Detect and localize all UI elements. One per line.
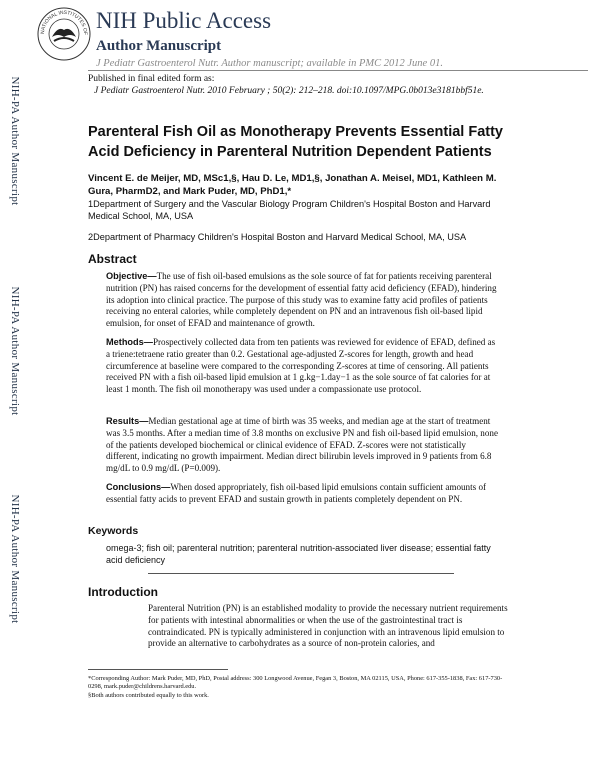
affiliation-2: 2Department of Pharmacy Children's Hospital Boston and Harvard Medical School, MA, USA [88,232,467,242]
footnote-rule [88,669,228,670]
header-rule [88,70,588,71]
author-list [88,172,518,198]
results-label: Results— [106,416,149,426]
side-label-1: NIH-PA Author Manuscript [9,76,21,206]
methods-label: Methods— [106,337,153,347]
abstract-methods [106,337,501,396]
keywords-text: omega-3; fish oil; parenteral nutrition; parenteral nutrition-associated liver disease; essential fatty acid deficiency [106,543,491,565]
footnote-equal-contribution: §Both authors contributed equally to this work. [88,692,209,699]
abstract-heading: Abstract [88,252,137,266]
header-subtitle: Author Manuscript [96,38,222,54]
keywords-heading: Keywords [88,525,139,537]
footnote-corresponding: *Corresponding Author: Mark Puder, MD, PhD, Postal address: 300 Longwood Avenue, Fegan 3, Boston, MA 02115, USA, Phone: 617-355-1838, Fax: 617-730-0298, mark.puder@childrens.harvard.edu. [88,675,503,690]
affiliation-1: 1Department of Surgery and the Vascular Biology Program Children's Hospital Boston and Harvard Medical School, MA, USA [88,199,491,221]
authors-line-1: Vincent E. de Meijer, MD, MSc1,§, Hau D. Le, MD1,§, Jonathan A. Meisel, MD1, Kathleen M. [88,173,497,184]
article-title: Parenteral Fish Oil as Monotherapy Prevents Essential Fatty Acid Deficiency in Parenteral Nutrition Dependent Patients [88,124,503,160]
results-text: Median gestational age at time of birth was 35 weeks, and median age at the start of treatment was 3.5 months. After a median time of 3.8 months on exclusive PN and fish oil-based lipid emulsion, none of the patients developed biochemical or clinical evidence of EFAD. Z-scores were not statistically different, indicating no growth impairment. Median direct bilirubin levels improved in 9 patients from 6.8 mg/dL to 0.9 mg/dL (P=0.009). [106,416,498,474]
abstract-conclusions [106,482,501,506]
journal-availability[interactable]: J Pediatr Gastroenterol Nutr. Author manuscript; available in PMC 2012 June 01. [96,58,443,69]
logo-text: NATIONAL INSTITUTES OF [39,9,89,36]
header-title: NIH Public Access [96,8,272,33]
conclusions-text: When dosed appropriately, fish oil-based lipid emulsions contain sufficient amounts of essential fatty acids to prevent EFAD and sustain growth in patients completely dependent on PN. [106,482,487,504]
abstract-objective [106,271,501,330]
authors-line-2: Gura, PharmD2, and Mark Puder, MD, PhD1,* [88,186,292,197]
introduction-text: Parenteral Nutrition (PN) is an established modality to provide the necessary nutrient requirements for patients with intestinal abnormalities or when the use of the gastrointestinal tract is contraindicated. PN is typically administered in conjunction with an intravenous lipid emulsion to provide an alternative to carbohydrates as a source of non-protein calories, and [148,603,508,649]
objective-label: Objective— [106,271,157,281]
published-label: Published in final edited form as: [88,74,215,84]
abstract-results [106,416,501,475]
methods-text: Prospectively collected data from ten patients was reviewed for evidence of EFAD, defined as a triene:tetraene ratio greater than 0.2. Gestational age-adjusted Z-scores for length, growth and head circumference at baseline were compared to the corresponding Z-scores at time of censoring. All patients received PN with a fish oil-based lipid emulsion at 1 g.kg−1.day−1 as the sole source of fat calories for at least 1 month. The fish oil monotherapy was used under a compassionate use protocol. [106,337,496,395]
side-label-2: NIH-PA Author Manuscript [9,286,21,416]
conclusions-label: Conclusions— [106,482,171,492]
introduction-heading: Introduction [88,585,158,599]
nih-logo [36,6,92,62]
side-label-3: NIH-PA Author Manuscript [9,494,21,624]
objective-text: The use of fish oil-based emulsions as the sole source of fat for patients receiving parenteral nutrition (PN) has raised concerns for the development of essential fatty acid deficiency (EFAD), hindering its adoption into clinical practice. The purpose of this study was to examine fatty acid profiles of patients receiving no enteral calories, while completely dependent on PN and an intravenous fish oil-based lipid emulsion, for onset of EFAD and maintenance of growth. [106,271,497,329]
hhs-eagle-icon [36,6,92,62]
section-divider [148,573,454,574]
published-citation[interactable]: J Pediatr Gastroenterol Nutr. 2010 February ; 50(2): 212–218. doi:10.1097/MPG.0b013e3181bbf51e. [94,86,484,96]
